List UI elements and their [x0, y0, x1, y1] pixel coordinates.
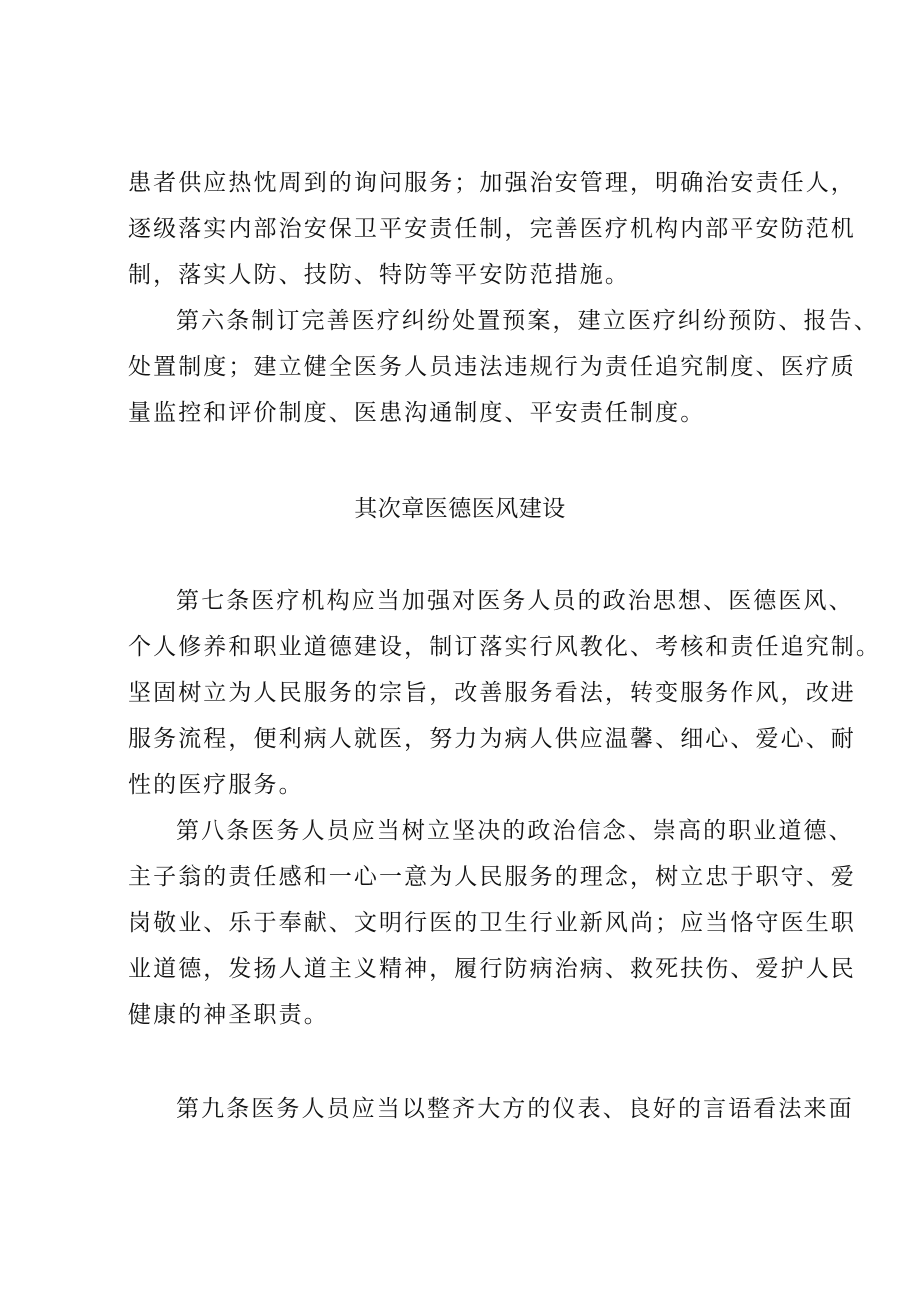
article-8-line: 业道德，发扬人道主义精神，履行防病治病、救死扶伤、爱护人民	[128, 956, 856, 982]
article-7-line: 个人修养和职业道德建设，制订落实行风教化、考核和责任追究制。	[128, 634, 881, 660]
paragraph-line: 逐级落实内部治安保卫平安责任制，完善医疗机构内部平安防范机	[128, 216, 856, 242]
article-8-line: 健康的神圣职责。	[128, 1002, 329, 1028]
article-6-line: 量监控和评价制度、医患沟通制度、平安责任制度。	[128, 400, 706, 426]
article-9-line: 第九条医务人员应当以整齐大方的仪表、良好的言语看法来面	[176, 1096, 854, 1122]
article-7-line: 坚固树立为人民服务的宗旨，改善服务看法，转变服务作风，改进	[128, 680, 856, 706]
paragraph-line: 制，落实人防、技防、特防等平安防范措施。	[128, 262, 630, 288]
chapter-heading: 其次章医德医风建设	[354, 496, 566, 522]
article-8-line: 岗敬业、乐于奉献、文明行医的卫生行业新风尚；应当恪守医生职	[128, 910, 856, 936]
article-7-line: 第七条医疗机构应当加强对医务人员的政治思想、医德医风、	[176, 588, 854, 614]
article-8-line: 主子翁的责任感和一心一意为人民服务的理念，树立忠于职守、爱	[128, 864, 856, 890]
article-6-line: 第六条制订完善医疗纠纷处置预案，建立医疗纠纷预防、报告、	[176, 308, 879, 334]
paragraph-line: 患者供应热忱周到的询问服务；加强治安管理，明确治安责任人，	[128, 170, 856, 196]
article-8-line: 第八条医务人员应当树立坚决的政治信念、崇高的职业道德、	[176, 818, 854, 844]
article-7-line: 服务流程，便利病人就医，努力为病人供应温馨、细心、爱心、耐	[128, 726, 856, 752]
article-7-line: 性的医疗服务。	[128, 772, 304, 798]
article-6-line: 处置制度；建立健全医务人员违法违规行为责任追究制度、医疗质	[128, 354, 856, 380]
